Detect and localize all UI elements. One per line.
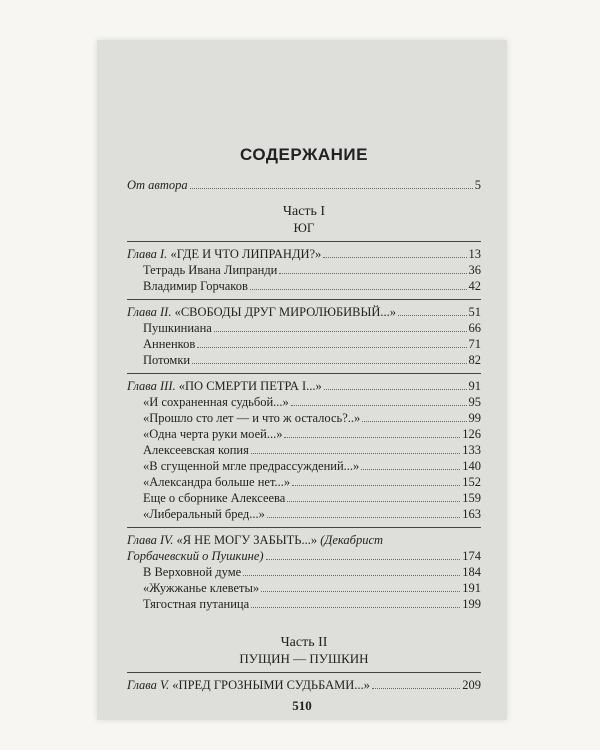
- toc-item: Тягостная путаница 199: [143, 597, 481, 611]
- toc-item: «Жужжанье клеветы» 191: [143, 581, 481, 595]
- separator: [127, 672, 481, 673]
- part1-subtitle: ЮГ: [293, 220, 315, 235]
- separator: [127, 373, 481, 374]
- separator: [127, 527, 481, 528]
- toc-item: Пушкиниана 66: [143, 321, 481, 335]
- chapter-4-heading: Глава IV. «Я НЕ МОГУ ЗАБЫТЬ...» (Декабрист: [127, 533, 384, 547]
- toc-item: Алексеевская копия 133: [143, 443, 481, 457]
- chapter-4: Горбачевский о Пушкине) 174: [127, 549, 481, 563]
- chapter-3: Глава III. «ПО СМЕРТИ ПЕТРА I...» 91: [127, 379, 481, 393]
- toc-item: Потомки 82: [143, 353, 481, 367]
- part1-title: Часть I: [282, 204, 326, 219]
- part2-subtitle: ПУЩИН — ПУШКИН: [239, 651, 369, 666]
- toc-item: «Одна черта руки моей...» 126: [143, 427, 481, 441]
- toc-item: Еще о сборнике Алексеева 159: [143, 491, 481, 505]
- toc-intro: От автора 5: [127, 178, 481, 192]
- toc-item: В Верховной думе 184: [143, 565, 481, 579]
- chapter-5: Глава V. «ПРЕД ГРОЗНЫМИ СУДЬБАМИ...» 209: [127, 678, 481, 692]
- toc-item: Владимир Горчаков 42: [143, 279, 481, 293]
- toc-title: СОДЕРЖАНИЕ: [240, 145, 368, 164]
- chapter-1: Глава I. «ГДЕ И ЧТО ЛИПРАНДИ?» 13: [127, 247, 481, 261]
- toc-item: «В сгущенной мгле предрассуждений...» 140: [143, 459, 481, 473]
- toc-item: Анненков 71: [143, 337, 481, 351]
- toc-item: «И сохраненная судьбой...» 95: [143, 395, 481, 409]
- chapter-2: Глава II. «СВОБОДЫ ДРУГ МИРОЛЮБИВЫЙ...» 51: [127, 305, 481, 319]
- separator: [127, 241, 481, 242]
- page-number: 510: [292, 698, 312, 713]
- toc-item: «Прошло сто лет — и что ж осталось?..» 99: [143, 411, 481, 425]
- toc-item: «Александра больше нет...» 152: [143, 475, 481, 489]
- book-page: [97, 40, 507, 720]
- toc-item: «Либеральный бред...» 163: [143, 507, 481, 521]
- separator: [127, 299, 481, 300]
- table-of-contents: [127, 145, 481, 693]
- toc-item: Тетрадь Ивана Липранди 36: [143, 263, 481, 277]
- part2-title: Часть II: [280, 635, 328, 650]
